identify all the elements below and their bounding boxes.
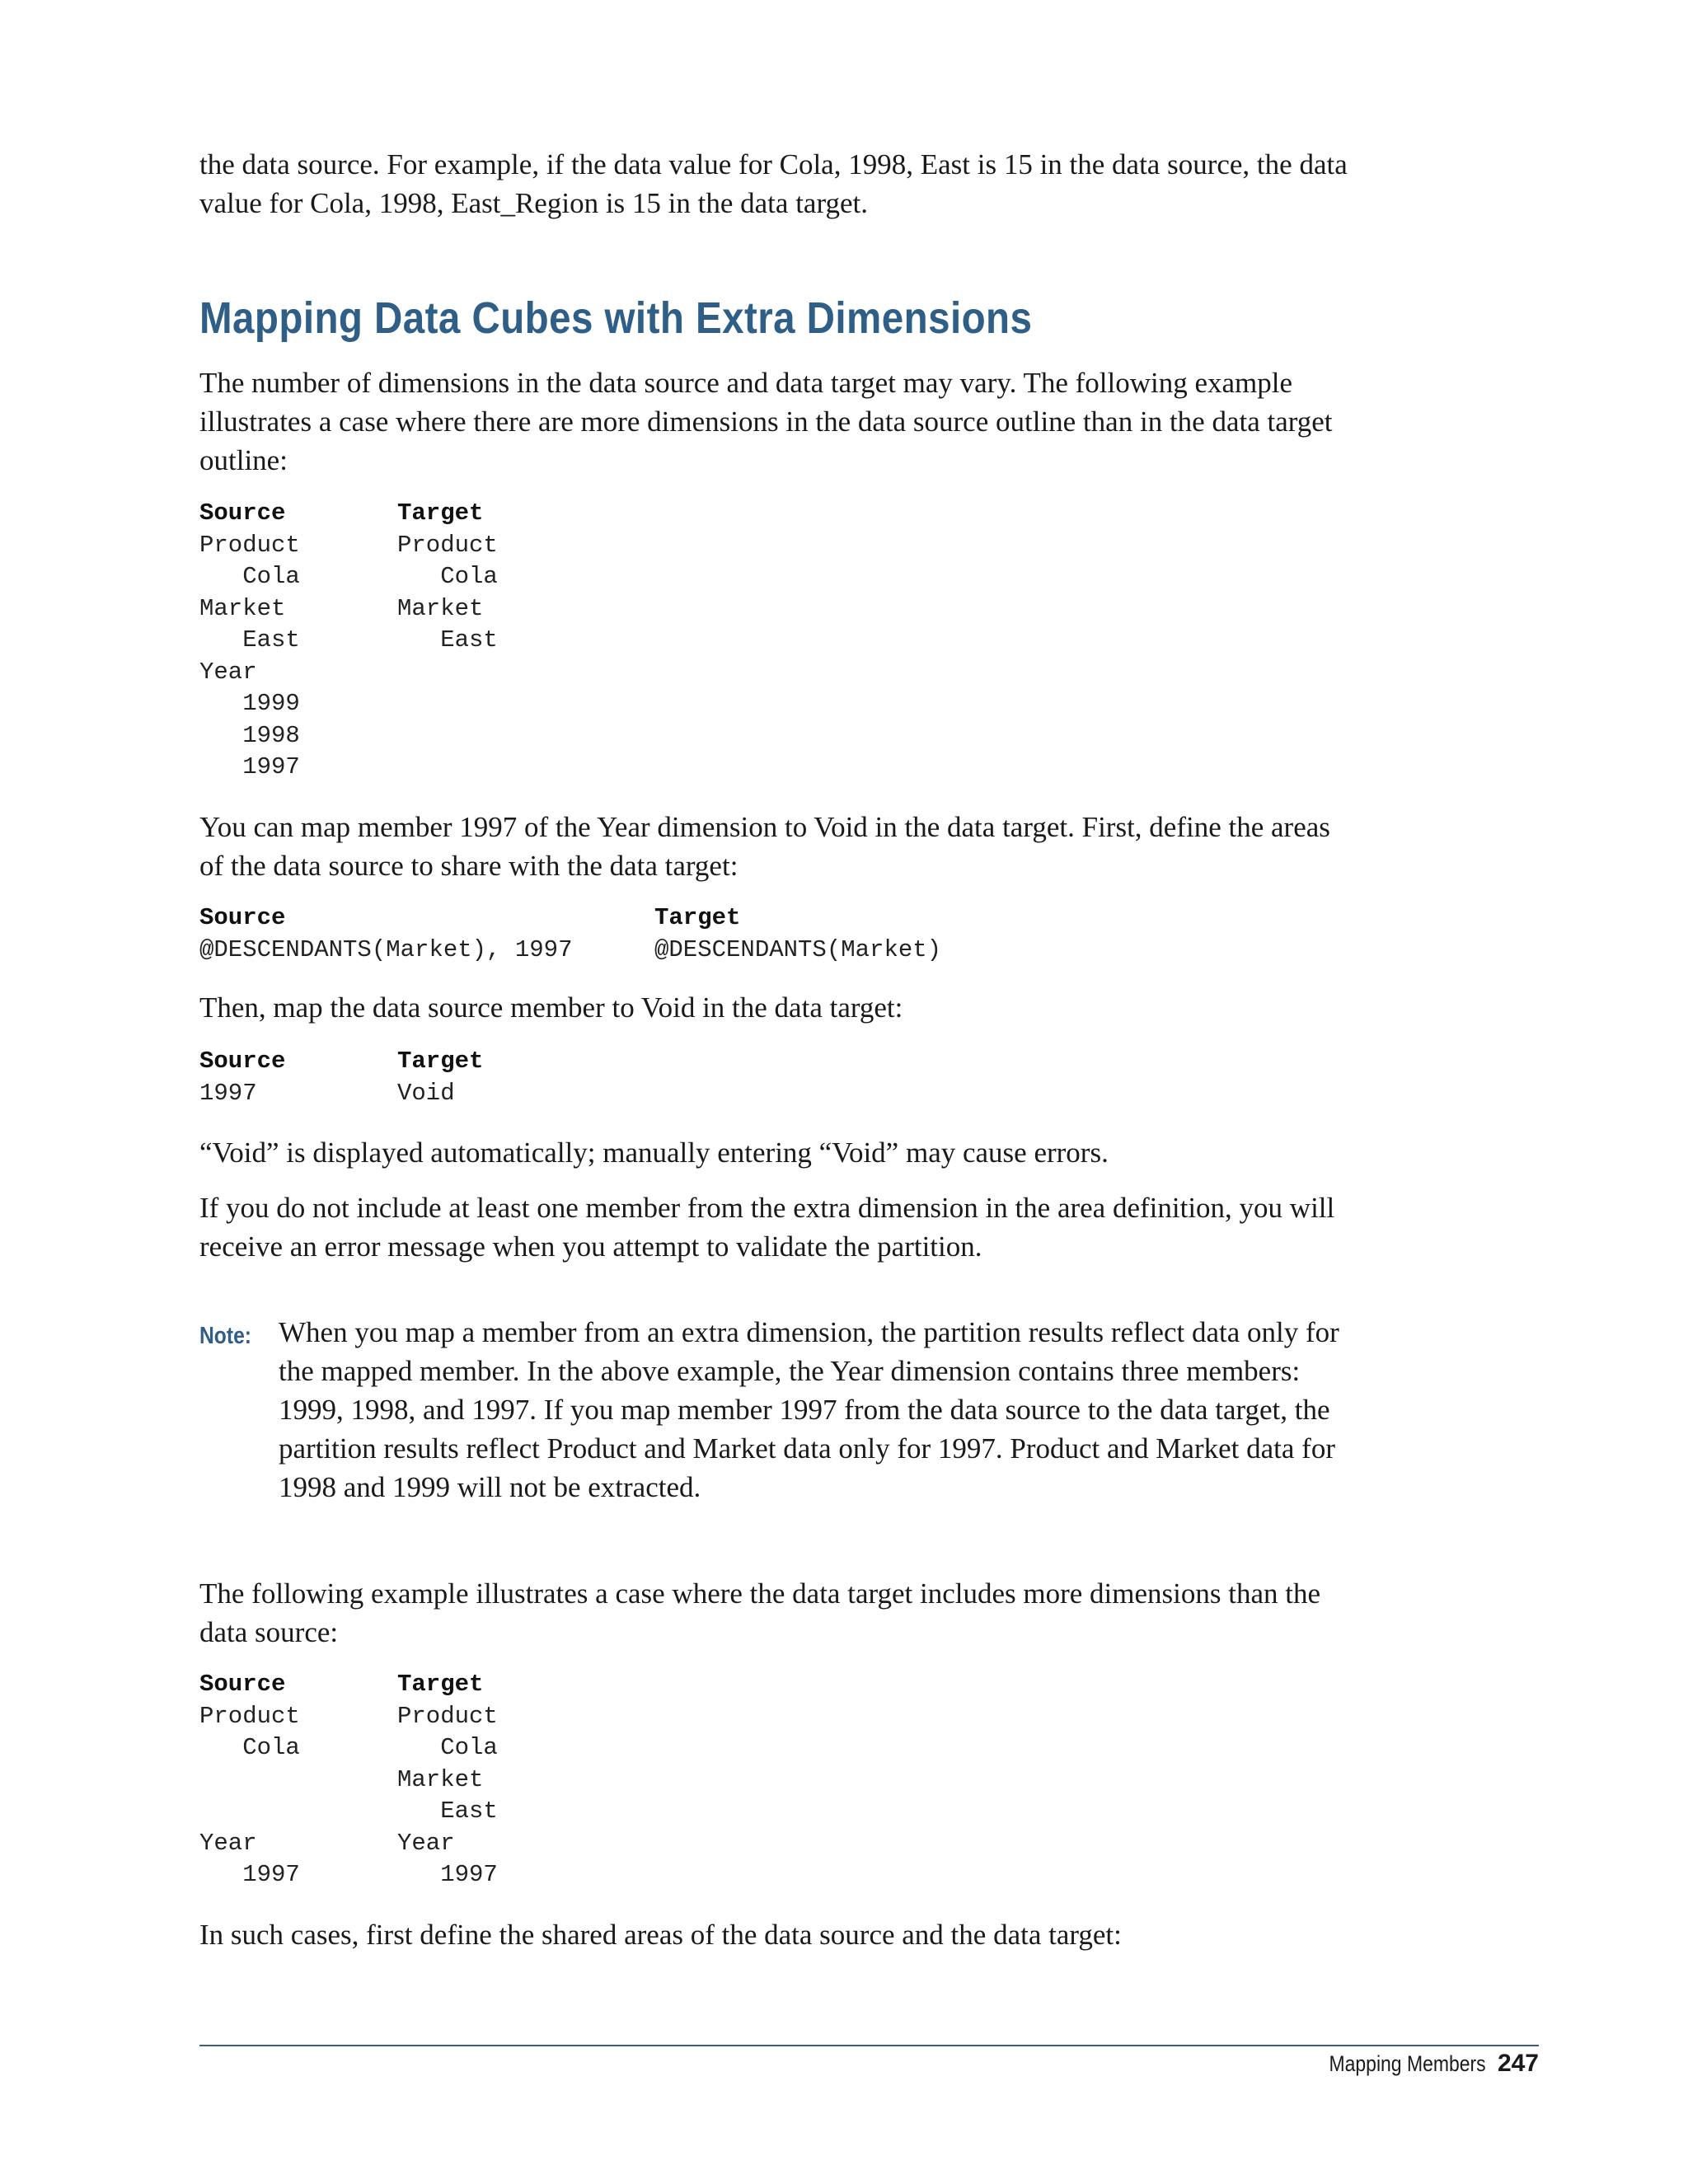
code-row [199, 1765, 498, 1797]
page-number: 247 [1497, 2050, 1539, 2077]
code-cell-target: Product [397, 1702, 498, 1730]
code-cell-source: Product [199, 1702, 300, 1730]
paragraph-map-void: Then, map the data source member to Void in the data target: [199, 991, 903, 1024]
code-cell-source [199, 1796, 397, 1828]
code-cell-source: Cola [199, 563, 300, 590]
code-cell-target: East [397, 1797, 498, 1825]
code-header-target: Target [397, 1047, 484, 1075]
code-header-source: Source [199, 1047, 286, 1075]
code-cell-source: Year [199, 658, 257, 686]
footer-section-title: Mapping Members [1329, 2051, 1486, 2076]
code-cell-source: Cola [199, 1734, 300, 1761]
code-row [199, 1859, 498, 1891]
code-cell-source: 1997 [199, 753, 300, 780]
code-row [199, 530, 498, 562]
code-cell-source: @DESCENDANTS(Market), 1997 [199, 935, 573, 963]
code-cell-target: Market [397, 594, 484, 622]
code-row [199, 1732, 498, 1765]
code-cell-target: Year [397, 1829, 455, 1857]
code-row [199, 1828, 498, 1860]
code-cell-target: Cola [397, 563, 498, 590]
code-header-target: Target [654, 904, 741, 931]
code-row [199, 593, 498, 626]
code-header-row [199, 1669, 498, 1701]
code-cell-target: 1997 [397, 1861, 498, 1888]
code-cell-target: Market [397, 1765, 484, 1793]
code-table-void [199, 1046, 483, 1109]
code-cell-source: East [199, 626, 300, 654]
code-header-target: Target [397, 499, 484, 527]
code-row [199, 561, 498, 593]
code-row [199, 625, 498, 657]
code-row [199, 935, 941, 967]
code-row [199, 1078, 483, 1110]
code-header-target: Target [397, 1671, 484, 1698]
code-cell-source: Market [199, 594, 286, 622]
paragraph-map-1997: You can map member 1997 of the Year dimension to Void in the data target. First, define the areas of the data source to share with the data target: [199, 811, 1330, 882]
code-cell-source: 1997 [199, 1861, 300, 1888]
code-row [199, 720, 498, 752]
code-cell-target: Cola [397, 1734, 498, 1761]
paragraph-dimensions-vary: The number of dimensions in the data source and data target may vary. The following example illustrates a case where there are more dimensions in the data source outline than in the data target outline: [199, 367, 1333, 476]
code-row [199, 1796, 498, 1828]
code-header-source: Source [199, 1671, 286, 1698]
paragraph-error-message: If you do not include at least one member from the extra dimension in the area definition, you will receive an error message when you attempt to validate the partition. [199, 1192, 1335, 1263]
code-cell-target: East [397, 626, 498, 654]
code-table-target-extra-dims [199, 1669, 498, 1891]
code-row [199, 688, 498, 720]
note-text: When you map a member from an extra dimension, the partition results reflect data only for the mapped member. In the above example, the Year dimension contains three members: 1999, 1998, and 1997. If you map member 1997 from the data source to the data target, the partition results reflect Product and Market data only for 1997. Product and Market data for 1998 and 1999 will not be extracted. [279, 1316, 1339, 1503]
code-cell-target: Product [397, 531, 498, 559]
code-table-source-extra-dims [199, 498, 498, 784]
code-header-row [199, 498, 498, 530]
footer-rule [199, 2045, 1539, 2046]
page-footer [1301, 2047, 1539, 2080]
code-row [199, 752, 498, 784]
code-table-descendants [199, 902, 941, 966]
code-cell-source: Year [199, 1829, 257, 1857]
paragraph-shared-areas: In such cases, first define the shared areas of the data source and the data target: [199, 1919, 1122, 1951]
paragraph-target-more-dims: The following example illustrates a case where the data target includes more dimensions than the data source: [199, 1577, 1321, 1648]
code-cell-target: Void [397, 1079, 455, 1107]
section-heading: Mapping Data Cubes with Extra Dimensions [199, 293, 1033, 343]
code-cell-source: 1999 [199, 690, 300, 717]
intro-paragraph: the data source. For example, if the data value for Cola, 1998, East is 15 in the data source, the data value for Cola, 1998, East_Region is 15 in the data target. [199, 148, 1348, 219]
code-header-row [199, 902, 941, 935]
code-row [199, 657, 498, 689]
code-cell-source: 1997 [199, 1079, 257, 1107]
code-cell-source [199, 1765, 397, 1797]
code-row [199, 1701, 498, 1733]
code-header-source: Source [199, 499, 286, 527]
code-cell-source: Product [199, 531, 300, 559]
code-cell-target: @DESCENDANTS(Market) [654, 935, 942, 963]
code-cell-source: 1998 [199, 721, 300, 749]
note-label: Note: [199, 1323, 251, 1349]
code-header-row [199, 1046, 483, 1078]
code-header-source: Source [199, 904, 286, 931]
paragraph-void-auto: “Void” is displayed automatically; manually entering “Void” may cause errors. [199, 1137, 1109, 1169]
